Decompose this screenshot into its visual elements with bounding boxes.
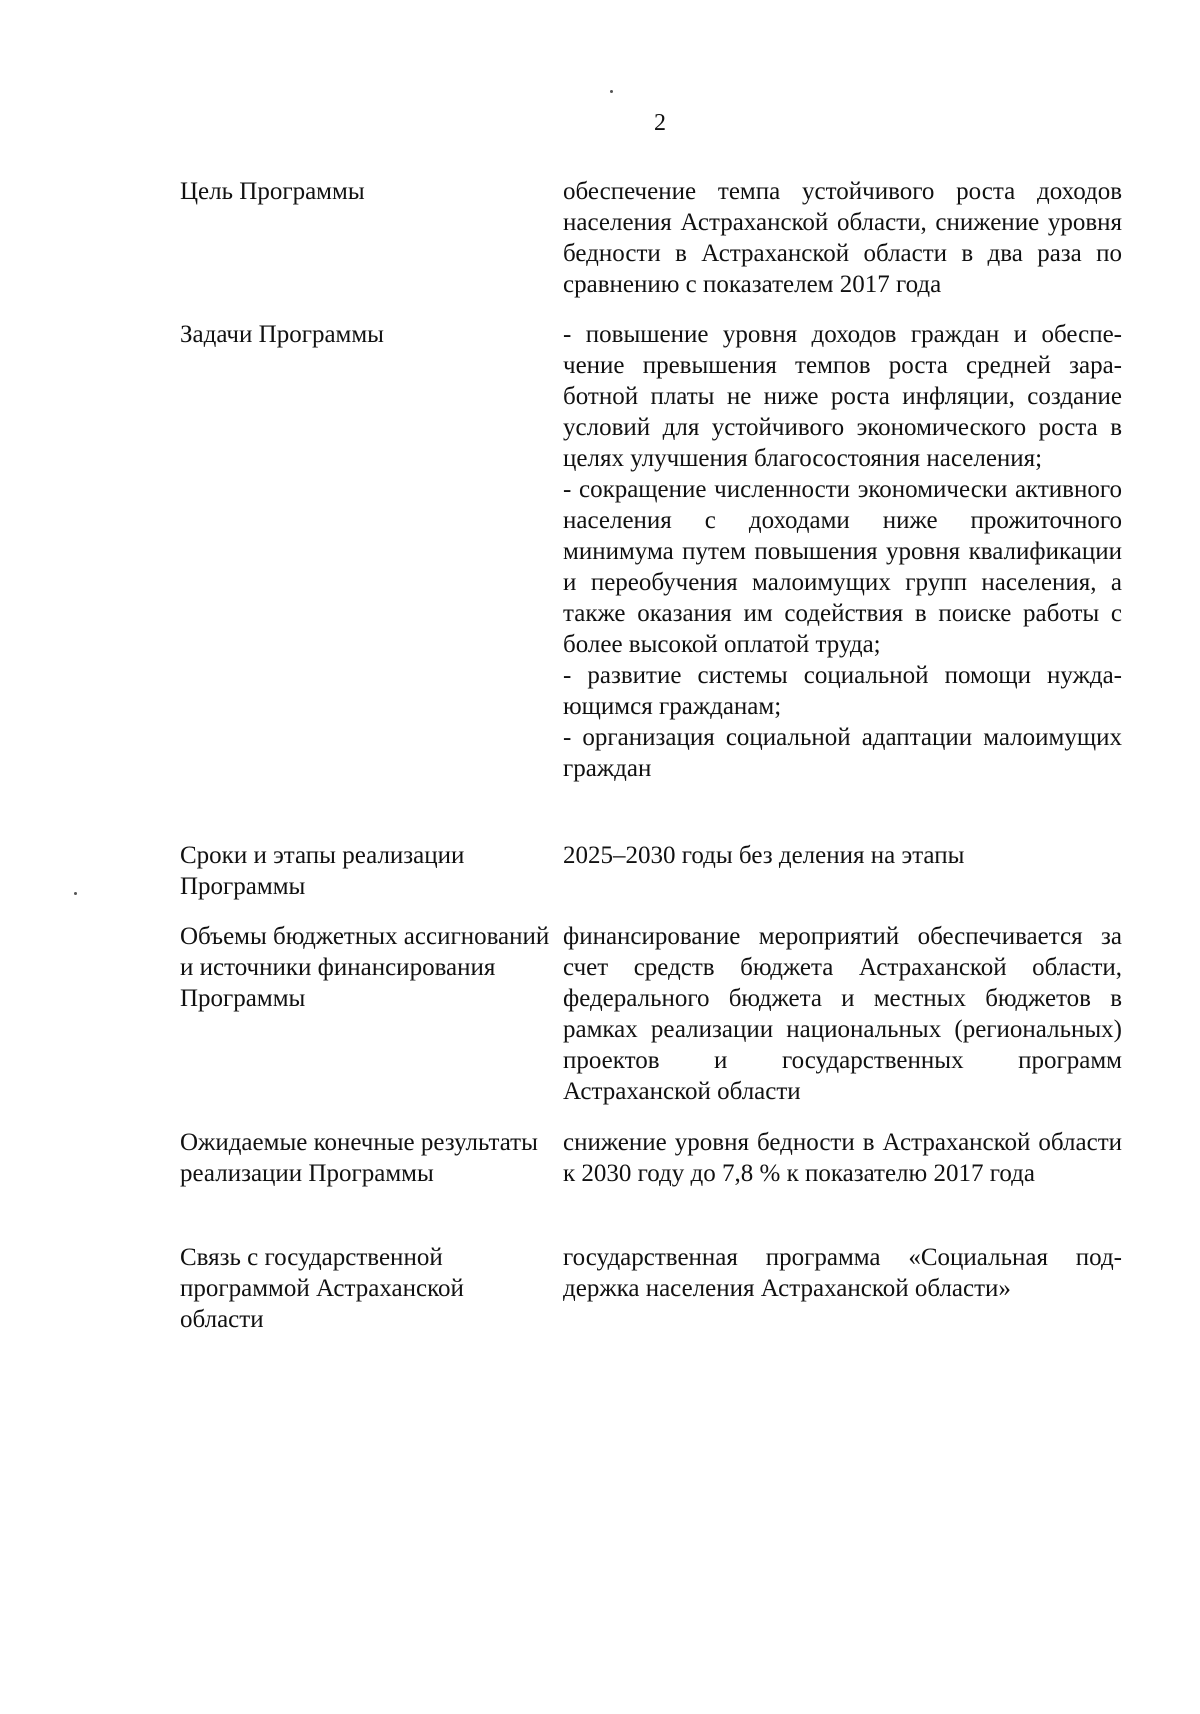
tasks-label: Задачи Программы xyxy=(180,321,384,348)
task-item: - повышение уровня доходов граждан и обеспечение превышения темпов роста средней заработной платы не ниже роста инфляции, создание условий для устойчивого экономического роста в целях улучшения благосостояния населения; xyxy=(563,321,1122,472)
results-value: снижение уровня бедности в Астраханской области к 2030 году до 7,8 % к показателю 2017 года xyxy=(563,1129,1122,1187)
funding-label: Объемы бюджетных ассигнований и источники финансирования Программы xyxy=(180,923,550,1012)
scan-speck xyxy=(610,90,613,93)
task-item: - развитие системы социальной помощи нуждающимся гражданам; xyxy=(563,662,1122,720)
goal-value: обеспечение темпа устойчивого роста доходов населения Астраханской области, снижение уровня бедности в Астраханской области в два раза по сравнению с показателем 2017 года xyxy=(563,178,1122,298)
tasks-value xyxy=(563,319,1122,784)
goal-label: Цель Программы xyxy=(180,178,365,205)
page-number: 2 xyxy=(654,110,666,136)
task-item: - организация социальной адаптации малоимущих граждан xyxy=(563,724,1122,782)
timeline-value: 2025–2030 годы без деления на этапы xyxy=(563,842,965,869)
state-program-value: государственная программа «Социальная поддержка населения Астраханской области» xyxy=(563,1244,1122,1302)
results-label: Ожидаемые конечные результаты реализации Программы xyxy=(180,1129,538,1187)
scan-speck xyxy=(74,892,77,895)
timeline-label: Сроки и этапы реализации Программы xyxy=(180,842,465,900)
funding-value: финансирование мероприятий обеспечивается за счет средств бюджета Астраханской области, федерального бюджета и местных бюджетов в рамках реализации национальных (региональных) проектов и государственных программ Астраханской области xyxy=(563,923,1122,1105)
task-item: - сокращение численности экономически активного населения с доходами ниже прожиточного минимума путем повышения уровня квалификации и переобучения малоимущих групп населения, а также оказания им содействия в поиске работы с более высокой оплатой труда; xyxy=(563,476,1122,658)
state-program-label: Связь с государственной программой Астраханской области xyxy=(180,1244,464,1333)
